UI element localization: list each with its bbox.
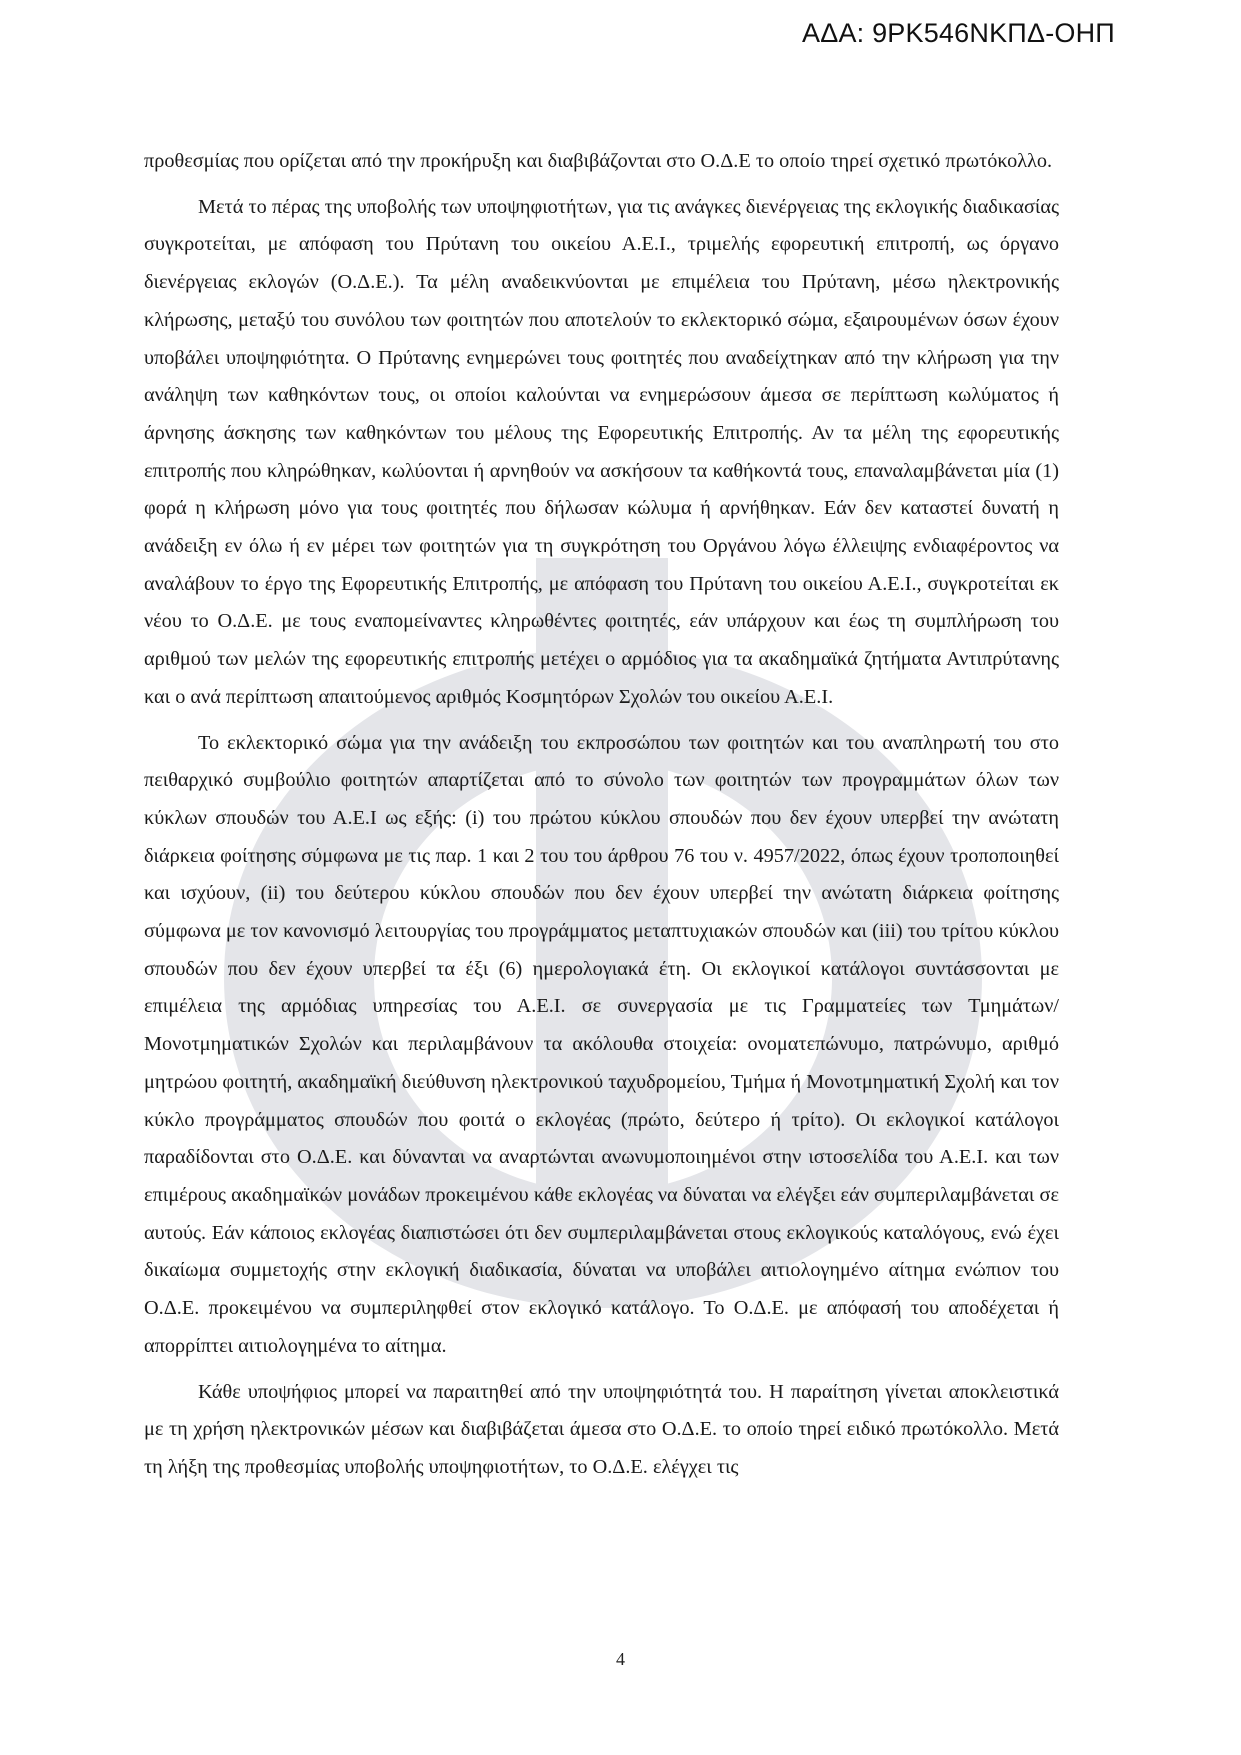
page-number: 4 <box>616 1649 625 1669</box>
paragraph-continuation: προθεσμίας που ορίζεται από την προκήρυξη και διαβιβάζονται στο Ο.Δ.Ε το οποίο τηρεί σχετικό πρωτόκολλο. <box>144 150 1053 172</box>
paragraph-committee: Μετά το πέρας της υποβολής των υποψηφιοτήτων, για τις ανάγκες διενέργειας της εκλογικής διαδικασίας συγκροτείται, με απόφαση του Πρύτανη του οικείου Α.Ε.Ι., τριμελής εφορευτική επιτροπή, ως όργανο διενέργειας εκλογών (Ο.Δ.Ε.). Τα μέλη αναδεικνύονται με επιμέλεια του Πρύτανη, μέσω ηλεκτρονικής κλήρωσης, μεταξύ του συνόλου των φοιτητών που αποτελούν το εκλεκτορικό σώμα, εξαιρουμένων όσων έχουν υποβάλει υποψηφιότητα. Ο Πρύτανης ενημερώνει τους φοιτητές που αναδείχτηκαν από την κλήρωση για την ανάληψη των καθηκόντων τους, οι οποίοι καλούνται να ενημερώσουν άμεσα σε περίπτωση κωλύματος ή άρνησης άσκησης των καθηκόντων του μέλους της Εφορευτικής Επιτροπής. Αν τα μέλη της εφορευτικής επιτροπής που κληρώθηκαν, κωλύονται ή αρνηθούν να ασκήσουν τα καθήκοντά τους, επαναλαμβάνεται μία (1) φορά η κλήρωση μόνο για τους φοιτητές που δήλωσαν κώλυμα ή αρνήθηκαν. Εάν δεν καταστεί δυνατή η ανάδειξη εν όλω ή εν μέρει των φοιτητών για τη συγκρότηση του Οργάνου λόγω έλλειψης ενδιαφέροντος να αναλάβουν το έργο της Εφορευτικής Επιτροπής, με απόφαση του Πρύτανη του οικείου Α.Ε.Ι., συγκροτείται εκ νέου το Ο.Δ.Ε. με τους εναπομείναντες κληρωθέντες φοιτητές, εάν υπάρχουν και έως τη συμπλήρωση του αριθμού των μελών της εφορευτικής επιτροπής μετέχει ο αρμόδιος για τα ακαδημαϊκά ζητήματα Αντιπρύτανης και ο ανά περίπτωση απαιτούμενος αριθμός Κοσμητόρων Σχολών του οικείου Α.Ε.Ι. <box>144 195 1059 708</box>
paragraph-withdrawal: Κάθε υποψήφιος μπορεί να παραιτηθεί από την υποψηφιότητά του. Η παραίτηση γίνεται αποκλειστικά με τη χρήση ηλεκτρονικών μέσων και διαβιβάζεται άμεσα στο Ο.Δ.Ε. το οποίο τηρεί ειδικό πρωτόκολλο. Μετά τη λήξη της προθεσμίας υποβολής υποψηφιοτήτων, το Ο.Δ.Ε. ελέγχει τις <box>144 1380 1059 1478</box>
paragraph-electoral-body: Το εκλεκτορικό σώμα για την ανάδειξη του εκπροσώπου των φοιτητών και του αναπληρωτή του στο πειθαρχικό συμβούλιο φοιτητών απαρτίζεται από το σύνολο των φοιτητών των προγραμμάτων όλων των κύκλων σπουδών του Α.Ε.Ι ως εξής: (i) του πρώτου κύκλου σπουδών που δεν έχουν υπερβεί την ανώτατη διάρκεια φοίτησης σύμφωνα με τις παρ. 1 και 2 του του άρθρου 76 του ν. 4957/2022, όπως έχουν τροποποιηθεί και ισχύουν, (ii) του δεύτερου κύκλου σπουδών που δεν έχουν υπερβεί την ανώτατη διάρκεια φοίτησης σύμφωνα με τον κανονισμό λειτουργίας του προγράμματος μεταπτυχιακών σπουδών και (iii) του τρίτου κύκλου σπουδών που δεν έχουν υπερβεί τα έξι (6) ημερολογιακά έτη. Οι εκλογικοί κατάλογοι συντάσσονται με επιμέλεια της αρμόδιας υπηρεσίας του Α.Ε.Ι. σε συνεργασία με τις Γραμματείες των Τμημάτων/ Μονοτμηματικών Σχολών και περιλαμβάνουν τα ακόλουθα στοιχεία: ονοματεπώνυμο, πατρώνυμο, αριθμό μητρώου φοιτητή, ακαδημαϊκή διεύθυνση ηλεκτρονικού ταχυδρομείου, Τμήμα ή Μονοτμηματική Σχολή και τον κύκλο προγράμματος σπουδών που φοιτά ο εκλογέας (πρώτο, δεύτερο ή τρίτο). Οι εκλογικοί κατάλογοι παραδίδονται στο Ο.Δ.Ε. και δύνανται να αναρτώνται ανωνυμοποιημένοι στην ιστοσελίδα του Α.Ε.Ι. και των επιμέρους ακαδημαϊκών μονάδων προκειμένου κάθε εκλογέας να δύναται να ελέγξει εάν συμπεριλαμβάνεται σε αυτούς. Εάν κάποιος εκλογέας διαπιστώσει ότι δεν συμπεριλαμβάνεται στους εκλογικούς καταλόγους, ενώ έχει δικαίωμα συμμετοχής στην εκλογική διαδικασία, δύναται να υποβάλει αιτιολογημένο αίτημα ενώπιον του Ο.Δ.Ε. προκειμένου να συμπεριληφθεί στον εκλογικό κατάλογο. Το Ο.Δ.Ε. με απόφασή του αποδέχεται ή απορρίπτει αιτιολογημένα το αίτημα. <box>144 731 1059 1357</box>
document-body <box>144 143 1059 1487</box>
ada-identifier: ΑΔΑ: 9ΡΚ546ΝΚΠΔ-ΟΗΠ <box>802 18 1115 48</box>
